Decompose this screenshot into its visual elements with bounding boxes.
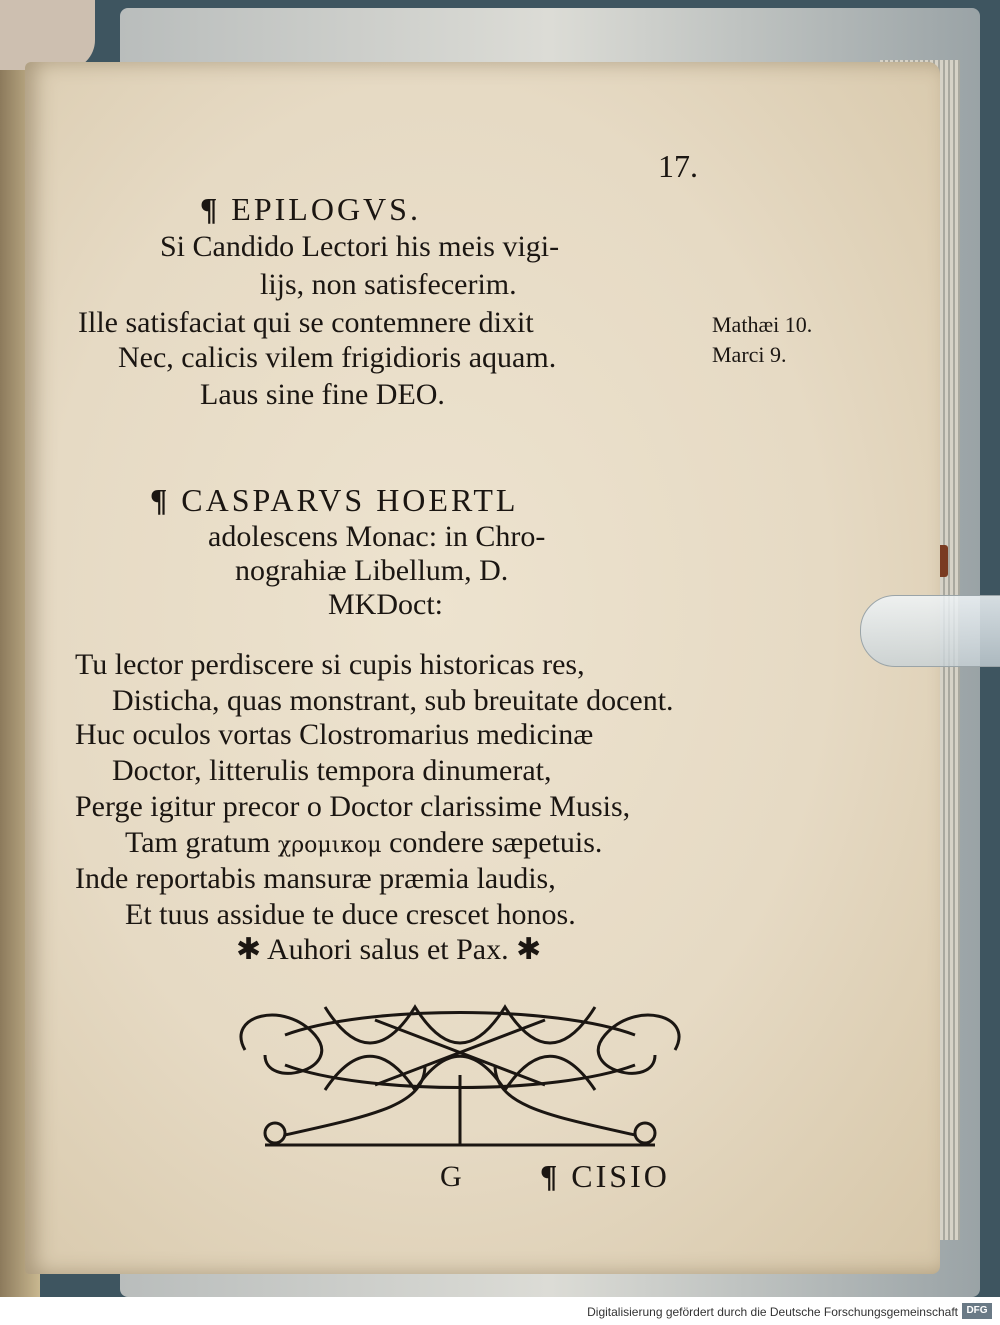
poem-subheading-1: adolescens Monac: in Chro- [208, 520, 546, 553]
page-clip [860, 595, 1000, 667]
epilogus-heading-text: EPILOGVS. [231, 191, 421, 227]
closing-line [236, 935, 541, 965]
catchword-text: CISIO [571, 1158, 670, 1194]
poem-subheading-2: nograhiæ Libellum, D. [235, 554, 509, 587]
epilogus-line-3: Ille satisfaciat qui se contemnere dixit [78, 306, 534, 339]
verse-8: Et tuus assidue te duce crescet honos. [125, 898, 576, 931]
ornament-icon [225, 995, 695, 1165]
poem-subheading-3: MKDoct: [328, 588, 443, 621]
margin-note-1: Mathæi 10. [712, 312, 813, 337]
greek-word: χρομικομ [277, 833, 382, 858]
epilogus-line-4: Nec, calicis vilem frigidioris aquam. [118, 341, 557, 374]
dfg-logo: DFG [962, 1303, 992, 1319]
epilogus-line-2: lijs, non satisfecerim. [260, 268, 517, 301]
footer-bar [0, 1297, 1000, 1325]
epilogus-line-1: Si Candido Lectori his meis vigi- [160, 230, 560, 263]
verse-3: Huc oculos vortas Clostromarius medicinæ [75, 718, 594, 751]
pilcrow-icon: ¶ [150, 482, 182, 518]
closing-text: Auhori salus et Pax. [266, 933, 509, 966]
page-number: 17. [658, 148, 698, 184]
book-cloth [0, 0, 95, 70]
verse-6-start: Tam gratum [125, 826, 271, 859]
pilcrow-icon: ¶ [200, 191, 232, 227]
pilcrow-icon: ¶ [540, 1158, 572, 1194]
footer-credit: Digitalisierung gefördert durch die Deutsche Forschungsgemeinschaft [587, 1305, 958, 1319]
asterisk-icon: ✱ [236, 933, 267, 966]
verse-1: Tu lector perdiscere si cupis historicas res, [75, 648, 585, 681]
verse-2: Disticha, quas monstrant, sub breuitate docent. [112, 684, 674, 717]
poem-heading-text: CASPARVS HOERTL [181, 482, 519, 518]
epilogus-line-5: Laus sine fine DEO. [200, 378, 445, 411]
verse-5: Perge igitur precor o Doctor clarissime Musis, [75, 790, 631, 823]
catchword [540, 1160, 670, 1192]
verse-4: Doctor, litterulis tempora dinumerat, [112, 754, 552, 787]
asterisk-icon: ✱ [508, 933, 542, 966]
epilogus-heading [200, 193, 421, 225]
margin-note-2: Marci 9. [712, 342, 787, 367]
verse-6-end: condere sæpetuis. [389, 826, 603, 859]
verse-7: Inde reportabis mansuræ præmia laudis, [75, 862, 556, 895]
signature-mark: G [440, 1160, 462, 1193]
poem-heading [150, 484, 518, 516]
verse-6 [125, 828, 602, 858]
